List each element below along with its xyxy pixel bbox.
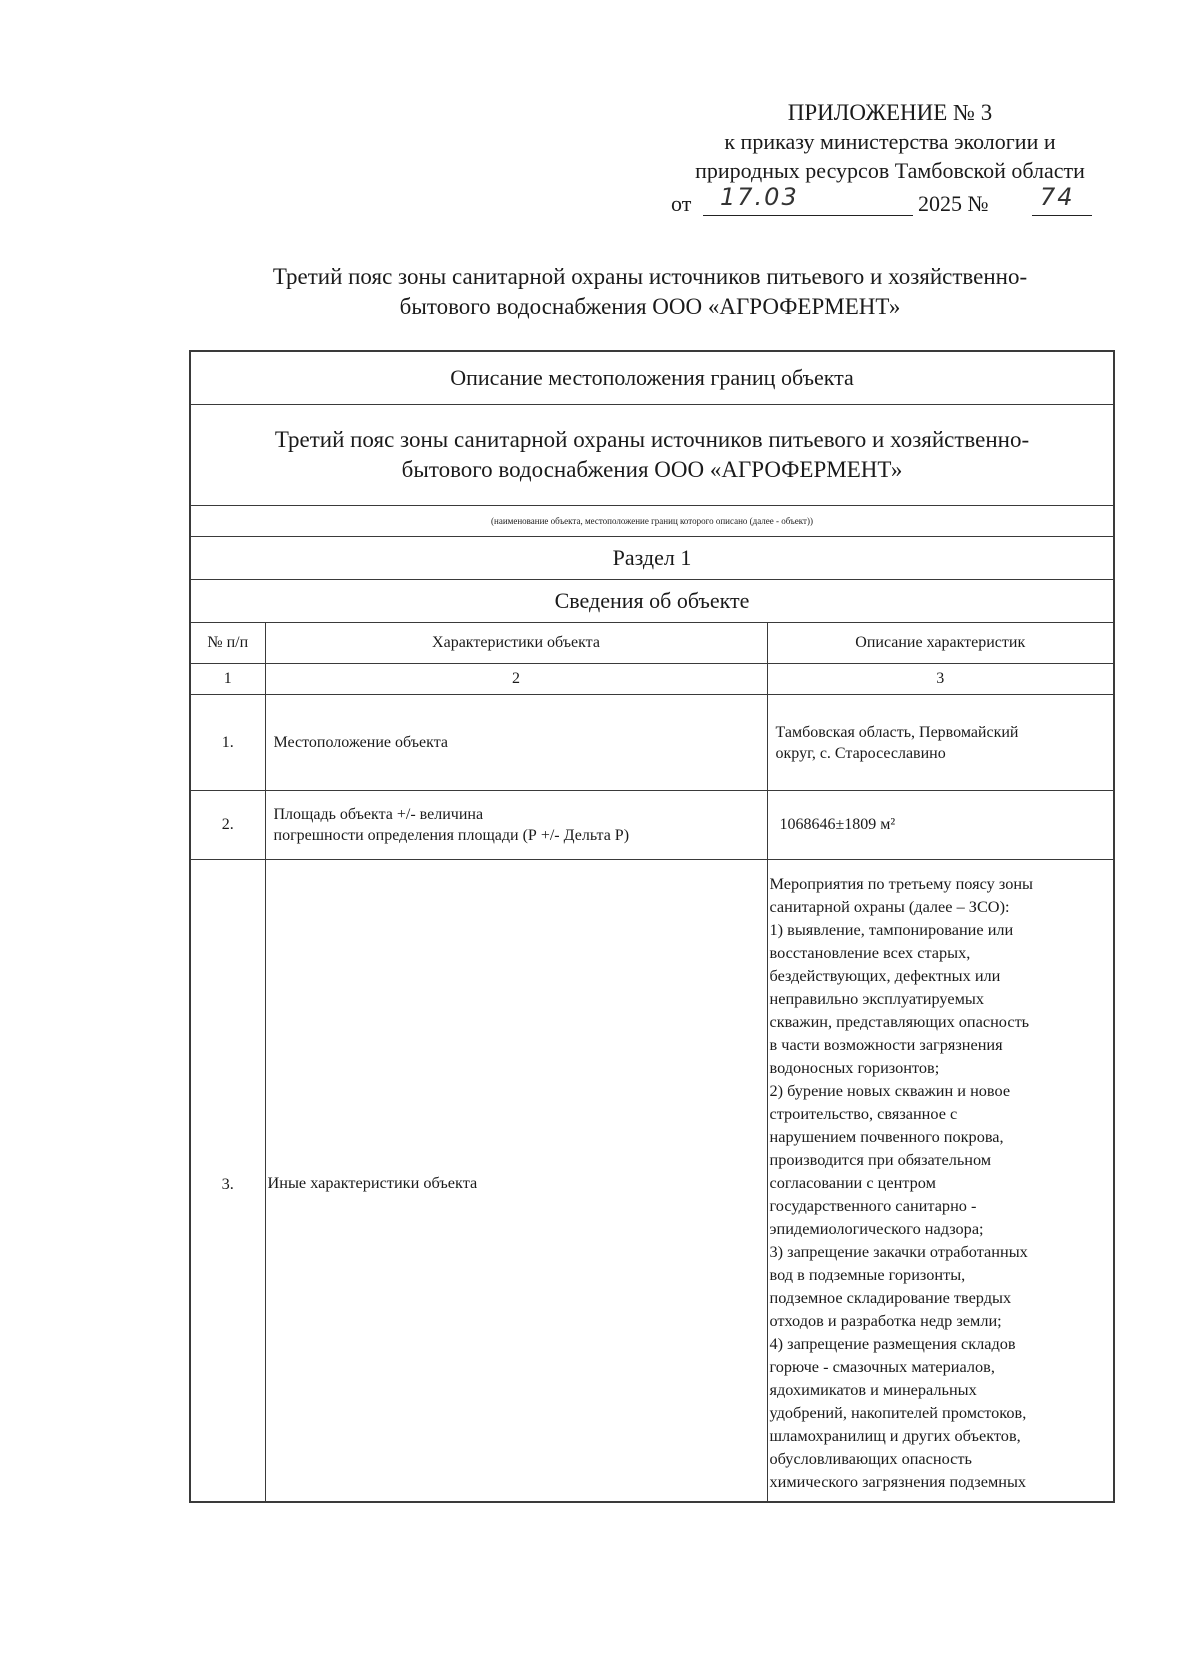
document-title [190,262,1110,322]
table-row [190,860,1114,1503]
table-header-row [190,623,1114,664]
table-row [190,791,1114,860]
column-number: 1 [190,664,265,695]
description-line: 2) бурение новых скважин и новое [769,1081,1011,1100]
description-line: 3) запрещение закачки отработанных [769,1242,1028,1261]
object-name-note: (наименование объекта, местоположение границ которого описано (далее - объект)) [190,506,1114,537]
description-line: бездействующих, дефектных или [769,966,1001,985]
object-info-table [189,350,1115,1503]
description-line: согласовании с центром [769,1173,936,1192]
description-line: шламохранилищ и других объектов, [769,1426,1021,1445]
section-title: Сведения об объекте [190,580,1114,623]
order-date-line [600,183,1180,219]
description-cell: 1068646±1809 м² [767,791,1114,860]
description-line: водоносных горизонтов; [769,1058,940,1077]
description-line: отходов и разработка недр земли; [769,1311,1002,1330]
description-line: производится при обязательном [769,1150,992,1169]
table-row [190,537,1114,580]
description-line: подземное складирование твердых [769,1288,1012,1307]
description-line: ядохимикатов и минеральных [769,1380,977,1399]
characteristic-cell [265,791,767,860]
description-line: Тамбовская область, Первомайский [775,723,1019,741]
description-line: неправильно эксплуатируемых [769,989,984,1008]
appendix-header [600,98,1180,219]
table-row [190,695,1114,791]
description-cell [767,860,1114,1503]
description-line: 4) запрещение размещения складов [769,1334,1016,1353]
characteristic-cell: Местоположение объекта [265,695,767,791]
table-row [190,506,1114,537]
description-line: удобрений, накопителей промстоков, [769,1403,1027,1422]
description-line: округ, с. Старосеславино [775,744,946,762]
year-number-label: 2025 № [918,191,989,216]
column-number: 3 [767,664,1114,695]
column-header: Описание характеристик [767,623,1114,664]
description-line: в части возможности загрязнения [769,1035,1003,1054]
object-name-line-1: Третий пояс зоны санитарной охраны источников питьевого и хозяйственно- [274,427,1030,452]
row-number: 3. [190,860,265,1503]
object-name-cell [190,405,1114,506]
description-line: Мероприятия по третьему поясу зоны [769,874,1033,893]
description-line: обусловливающих опасность [769,1449,972,1468]
column-header: № п/п [190,623,265,664]
handwritten-number: 74 [1040,183,1075,211]
description-line: восстановление всех старых, [769,943,971,962]
object-name-line-2: бытового водоснабжения ООО «АГРОФЕРМЕНТ» [401,457,903,482]
appendix-line-3: природных ресурсов Тамбовской области [695,158,1085,183]
characteristic-line: погрешности определения площади (Р +/- Дельта Р) [273,827,630,844]
column-header: Характеристики объекта [265,623,767,664]
description-cell [767,695,1114,791]
description-line: нарушением почвенного покрова, [769,1127,1004,1146]
characteristic-line: Площадь объекта +/- величина [273,806,484,823]
description-line: горюче - смазочных материалов, [769,1357,995,1376]
appendix-line-2: к приказу министерства экологии и [724,129,1056,154]
document-title-line-2: бытового водоснабжения ООО «АГРОФЕРМЕНТ» [399,294,901,319]
column-number: 2 [265,664,767,695]
appendix-number: ПРИЛОЖЕНИЕ № 3 [787,100,993,125]
description-line: скважин, представляющих опасность [769,1012,1030,1031]
table-row [190,664,1114,695]
description-line: строительство, связанное с [769,1104,958,1123]
row-number: 2. [190,791,265,860]
table-row [190,351,1114,405]
row-number: 1. [190,695,265,791]
table-row [190,405,1114,506]
date-prefix: от [671,191,692,216]
description-line: 1) выявление, тампонирование или [769,920,1014,939]
description-line: санитарной охраны (далее – ЗСО): [769,897,1010,916]
characteristic-cell: Иные характеристики объекта [265,860,767,1503]
description-line: эпидемиологического надзора; [769,1219,984,1238]
description-line: вод в подземные горизонты, [769,1265,966,1284]
handwritten-date: 17.03 [720,183,799,211]
section-heading: Раздел 1 [190,537,1114,580]
description-title: Описание местоположения границ объекта [190,351,1114,405]
table-row [190,580,1114,623]
description-line: химического загрязнения подземных [769,1472,1027,1491]
description-line: государственного санитарно - [769,1196,977,1215]
document-title-line-1: Третий пояс зоны санитарной охраны источников питьевого и хозяйственно- [272,264,1028,289]
